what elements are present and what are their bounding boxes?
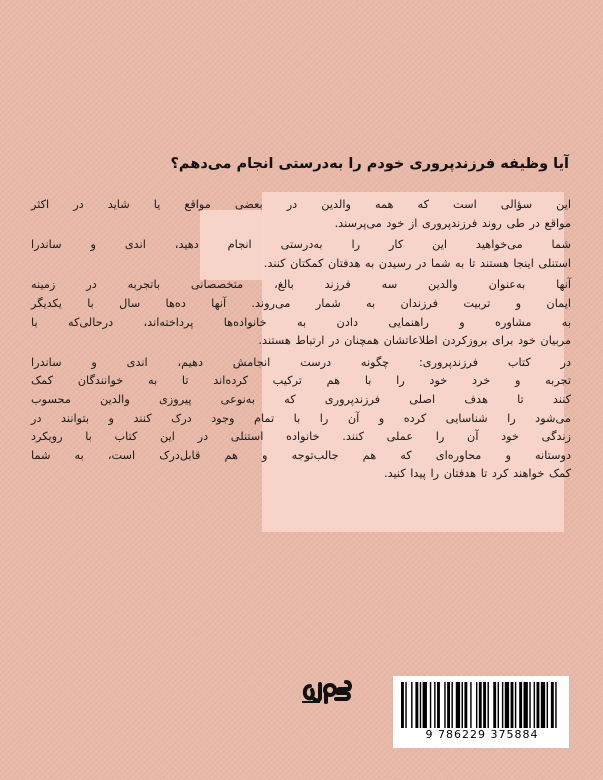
isbn-barcode — [393, 676, 569, 748]
barcode-bar — [476, 682, 477, 728]
paragraph-line: استنلی اینجا هستند تا به شما در رسیدن به هدفتان کمکتان کنند. — [263, 256, 571, 270]
paragraph-line: دوستانه و محاوره‌ای که هم جالب‌توجه و هم قابل‌درک است، به شما — [31, 448, 571, 462]
paragraph-line: می‌شود را شناسایی کرده و آن را با تمام وجود درک کنند و بتوانند در — [31, 411, 571, 425]
barcode-bar — [437, 682, 440, 728]
barcode-bar — [420, 682, 421, 728]
barcode-bar — [483, 682, 486, 728]
paragraph-2 — [31, 236, 571, 273]
barcode-bar — [493, 682, 496, 728]
barcode-bar — [551, 682, 554, 728]
barcode-bar — [519, 682, 522, 728]
barcode-bar — [541, 682, 545, 728]
barcode-bar — [415, 682, 418, 728]
paragraph-3 — [31, 276, 571, 350]
barcode-bar — [502, 682, 503, 728]
publisher-logo-icon — [300, 676, 352, 706]
paragraph-line: تجربه و خرد خود را با هم ترکیب کرده‌اند تا به خوانندگان کمک — [31, 374, 571, 388]
barcode-bars — [401, 682, 561, 728]
blurb-body — [31, 196, 571, 487]
barcode-bar — [487, 682, 488, 728]
barcode-bar — [547, 682, 548, 728]
paragraph-4 — [31, 354, 571, 484]
paragraph-line: ایمان و تربیت فرزندان به شمار می‌روند. آنها ده‌ها سال با یکدیگر — [31, 296, 571, 310]
paragraph-line: این سؤالی است که همه والدین در بعضی مواقع یا شاید در اکثر — [31, 198, 571, 211]
publisher-logo — [300, 676, 352, 706]
barcode-bar — [430, 682, 431, 728]
barcode-bar — [462, 682, 463, 728]
barcode-bar — [498, 682, 499, 728]
barcode-bar — [411, 682, 412, 728]
paragraph-line: کمک خواهند کرد تا هدفتان را پیدا کنید. — [383, 467, 571, 481]
barcode-bar — [444, 682, 445, 728]
paragraph-line: مواقع در طی روند فرزندپروری از خود می‌پرسند. — [334, 216, 571, 230]
barcode-bar — [505, 682, 509, 728]
barcode-bar — [511, 682, 514, 728]
barcode-bar — [447, 682, 450, 728]
paragraph-1 — [31, 196, 571, 233]
barcode-bar — [401, 682, 404, 728]
paragraph-line: شما می‌خواهید این کار را به‌درستی انجام دهید، اندی و ساندرا — [31, 238, 571, 252]
paragraph-line: در کتاب فرزندپروری: چگونه درست انجامش دهیم، اندی و ساندرا — [31, 355, 571, 369]
barcode-bar — [456, 682, 460, 728]
barcode-bar — [405, 682, 406, 728]
barcode-bar — [515, 682, 516, 728]
barcode-bar — [537, 682, 540, 728]
barcode-bar — [464, 682, 467, 728]
barcode-bar — [470, 682, 471, 728]
paragraph-line: کنند تا هدف اصلی فرزندپروری که به‌نوعی پیروزی والدین محسوب — [31, 392, 571, 406]
paragraph-line: مربیان خود برای بروزکردن اطلاعاتشان همچنان در ارتباط هستند. — [258, 334, 571, 348]
barcode-bar — [434, 682, 435, 728]
barcode-bar — [529, 682, 530, 728]
barcode-bar — [555, 682, 556, 728]
paragraph-line: زندگی خود آن را عملی کنند. خانواده استنلی در این کتاب با رویکرد — [31, 430, 571, 444]
paragraph-line: به مشاوره و راهنمایی دادن به خانواده‌ها پرداخته‌اند، درحالی‌که با — [31, 315, 571, 329]
barcode-bar — [524, 682, 528, 728]
barcode-bar — [423, 682, 427, 728]
book-question-title: آیا وظیفه فرزندپروری خودم را به‌درستی انجام می‌دهم؟ — [170, 156, 569, 172]
barcode-bar — [451, 682, 452, 728]
barcode-bar — [479, 682, 482, 728]
paragraph-line: آنها به‌عنوان والدین سه فرزند بالغ، متخصصانی باتجربه در زمینه — [31, 278, 571, 292]
isbn-number: 9 786229 375884 — [425, 728, 539, 741]
barcode-bar — [534, 682, 535, 728]
